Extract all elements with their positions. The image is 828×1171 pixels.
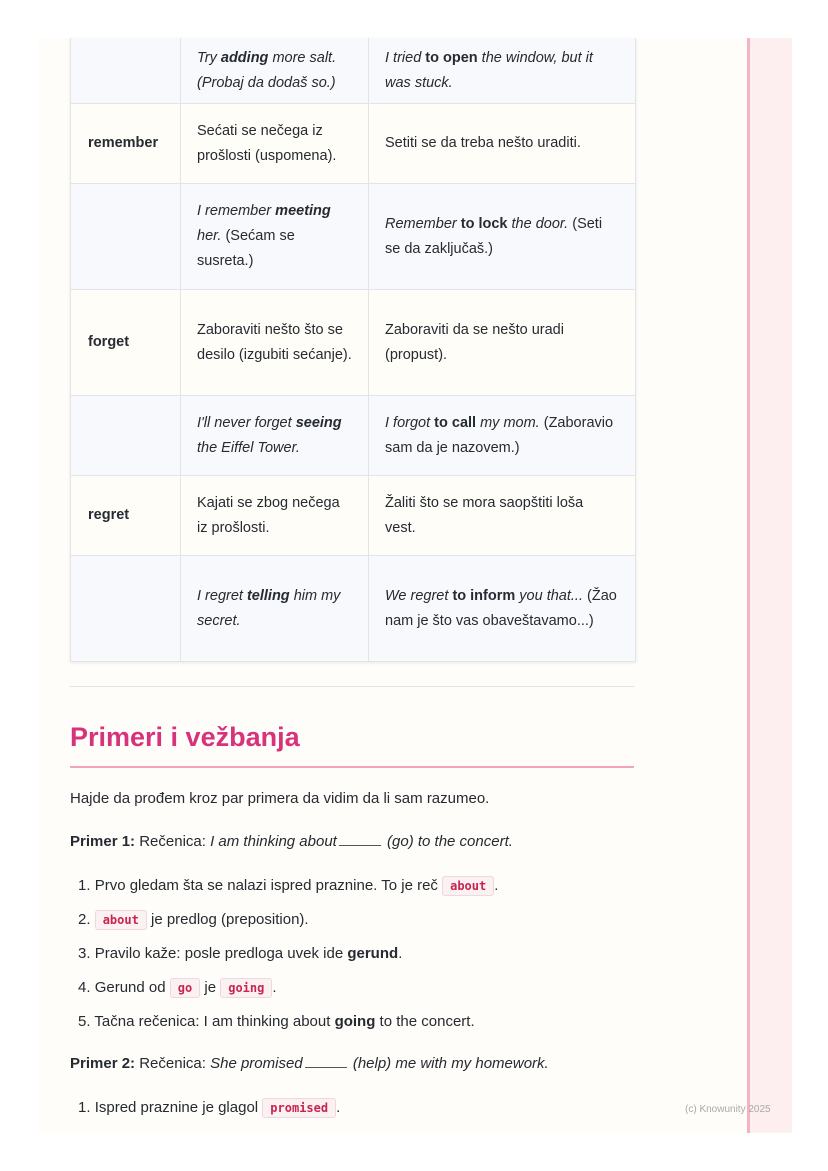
sentence: She promised <box>210 1055 303 1072</box>
text: . <box>336 1099 341 1116</box>
text: . <box>272 979 277 996</box>
infinitive-cell: Žaliti što se mora saopštiti loša vest. <box>385 494 584 536</box>
gerund-cell: Sećati se nečega iz prošlosti (uspomena). <box>181 104 369 183</box>
list-number: 2. <box>78 911 91 928</box>
section-divider <box>70 686 634 687</box>
key-word: telling <box>246 587 290 604</box>
translation: (Žao nam je što vas obaveštavamo...) <box>385 587 617 629</box>
table-row <box>71 38 635 104</box>
list-number: 4. <box>78 979 91 996</box>
translation: (Zaboravio sam da je nazovem.) <box>385 414 614 456</box>
verb-cell: remember <box>71 104 181 183</box>
text: . <box>398 945 403 962</box>
verb-cell: forget <box>71 290 181 395</box>
margin-strip <box>749 38 792 1133</box>
text: I regret <box>197 587 247 604</box>
example-label: Primer 2: <box>70 1055 136 1072</box>
translation: (Seti se da zaključaš.) <box>385 215 603 257</box>
verb-cell <box>71 184 181 289</box>
example-1-sentence <box>70 831 513 853</box>
list-number: 5. <box>78 1013 91 1030</box>
key-word: adding <box>220 49 269 66</box>
text: Ispred praznine je glagol <box>94 1099 263 1116</box>
bold-term: going <box>334 1013 376 1030</box>
key-word: to inform <box>452 587 516 604</box>
blank <box>339 845 381 846</box>
table-row <box>71 556 635 661</box>
example-2-sentence <box>70 1053 549 1075</box>
text: We regret <box>385 587 453 604</box>
list-item <box>78 909 309 931</box>
infinitive-cell <box>369 184 633 289</box>
text: Try <box>197 49 221 66</box>
blank <box>305 1067 347 1068</box>
gerund-cell <box>181 556 369 661</box>
inline-code: go <box>170 978 200 998</box>
infinitive-cell <box>369 396 633 475</box>
text: Remember <box>385 215 461 232</box>
verbs-table <box>70 38 636 662</box>
gerund-cell <box>181 184 369 289</box>
text: je <box>200 979 221 996</box>
text: I remember <box>197 203 276 219</box>
bold-term: gerund <box>347 945 399 962</box>
example-label: Primer 1: <box>70 833 136 850</box>
text: Rečenica: <box>135 833 211 850</box>
text: . <box>494 877 499 894</box>
text: the window, but it was stuck. <box>385 49 593 91</box>
text: Rečenica: <box>135 1055 211 1072</box>
table-row <box>71 184 635 290</box>
table-row <box>71 290 635 396</box>
infinitive-cell <box>369 38 633 103</box>
inline-code: going <box>220 978 272 998</box>
infinitive-cell: Setiti se da treba nešto uraditi. <box>385 135 581 151</box>
text: I tried <box>385 49 426 66</box>
sentence: (help) me with my homework. <box>348 1055 549 1072</box>
verb-cell <box>71 396 181 475</box>
gerund-cell <box>181 396 369 475</box>
text: Pravilo kaže: posle predloga uvek ide <box>94 945 348 962</box>
table-row <box>71 104 635 184</box>
key-word: meeting <box>275 203 331 219</box>
inline-code: about <box>95 910 147 930</box>
sentence: I am thinking about <box>210 833 337 850</box>
text: more salt. (Probaj da dodaš so.) <box>197 49 337 91</box>
margin-line <box>747 38 750 1133</box>
title-underline <box>70 766 634 768</box>
verb-cell <box>71 556 181 661</box>
text: him my secret. <box>197 587 341 629</box>
text: you that... <box>515 587 583 604</box>
footer-copyright: (c) Knowunity 2025 <box>685 1104 771 1115</box>
intro-text: Hajde da prođem kroz par primera da vidim da li sam razumeo. <box>70 790 490 807</box>
text: my mom. <box>476 414 540 431</box>
gerund-cell: Kajati se zbog nečega iz prošlosti. <box>181 476 369 555</box>
key-word: to call <box>434 414 477 431</box>
sentence: (go) to the concert. <box>382 833 513 850</box>
text: I'll never forget <box>197 414 296 431</box>
text: Gerund od <box>94 979 170 996</box>
key-word: to open <box>425 49 478 66</box>
gerund-cell: Zaboraviti nešto što se desilo (izgubiti sećanje). <box>181 290 369 395</box>
translation: (Sećam se susreta.) <box>197 228 295 269</box>
table-row <box>71 396 635 476</box>
verb-cell <box>71 38 181 103</box>
list-item <box>78 943 402 965</box>
list-item <box>78 1011 475 1033</box>
text: Tačna rečenica: I am thinking about <box>94 1013 335 1030</box>
verb-cell: regret <box>71 476 181 555</box>
text: I forgot <box>385 414 435 431</box>
list-number: 1. <box>78 877 91 894</box>
gerund-cell <box>181 38 369 103</box>
text: Prvo gledam šta se nalazi ispred praznine. To je reč <box>94 877 443 894</box>
list-item <box>78 1097 340 1119</box>
text: the door. <box>507 215 569 232</box>
text: her. <box>197 228 222 244</box>
infinitive-cell <box>369 556 633 661</box>
list-number: 1. <box>78 1099 91 1116</box>
list-item <box>78 875 498 897</box>
inline-code: about <box>442 876 494 896</box>
list-number: 3. <box>78 945 91 962</box>
text: the Eiffel Tower. <box>197 439 300 456</box>
list-item <box>78 977 277 999</box>
key-word: seeing <box>295 414 342 431</box>
table-row <box>71 476 635 556</box>
section-title: Primeri i vežbanja <box>70 722 300 752</box>
inline-code: promised <box>262 1098 336 1118</box>
infinitive-cell: Zaboraviti da se nešto uradi (propust). <box>385 321 564 363</box>
key-word: to lock <box>460 215 508 232</box>
text: to the concert. <box>375 1013 475 1030</box>
text: je predlog (preposition). <box>146 911 309 928</box>
